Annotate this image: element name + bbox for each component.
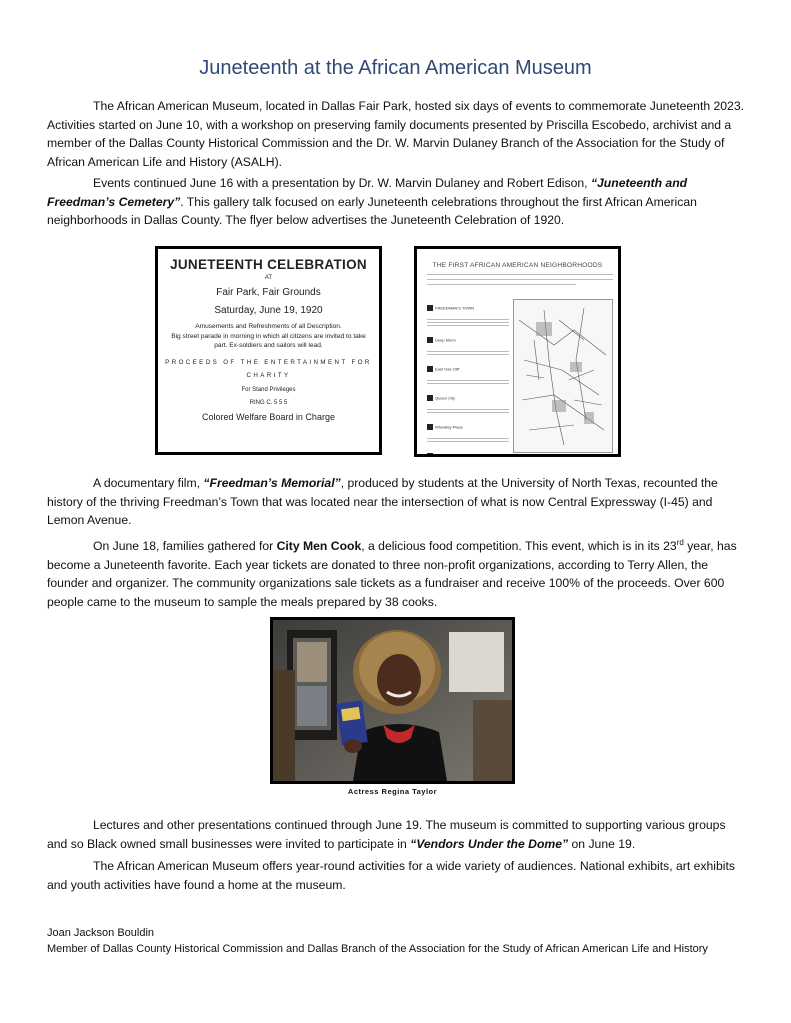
- flyer-proceeds: PROCEEDS OF THE ENTERTAINMENT FOR: [165, 358, 372, 366]
- neighborhoods-map-card: [414, 246, 621, 457]
- neighborhood-name: Wheatley Place: [435, 424, 463, 430]
- page-title: Juneteenth at the African American Museum: [199, 57, 592, 79]
- paragraph-intro-text: The African American Museum, located in Dallas Fair Park, hosted six days of events to commemorate Juneteenth 2023. Activities started on June 10, with a workshop on preserving family documents presented by Priscilla Escobedo, archivist and a member of the Dallas County Historical Commission and the Dr. W. Marvin Dulaney Branch of the Association for the Study of African American Life and History (ASALH).: [47, 99, 744, 169]
- paragraph-year-round: [47, 857, 745, 894]
- para4-before: On June 18, families gathered for: [93, 539, 277, 554]
- neighborhood-name: Queen City: [435, 395, 456, 401]
- talk-title: “Juneteenth and Freedman’s Cemetery”: [47, 176, 688, 209]
- para3-after: , produced by students at the University of North Texas, recounted the history of the thriving Freedman’s Town that was located near the intersection of what is now Central Expressway (I-45) and Lemon Avenue.: [47, 476, 718, 527]
- flyer-board: Colored Welfare Board in Charge: [202, 411, 335, 422]
- para5-after: on June 19.: [568, 836, 636, 851]
- flyer-ring: RING C. 5 5 5: [249, 399, 288, 406]
- para2-after: . This gallery talk focused on early Juneteenth celebrations throughout the first African American neighborhoods in Dallas County. The flyer below advertises the Juneteenth Celebration of 1920.: [47, 194, 697, 227]
- ordinal-suffix: rd: [676, 538, 684, 547]
- neighborhood-name: Deep Ellum: [435, 337, 456, 343]
- film-title: “Freedman’s Memorial”: [203, 476, 341, 490]
- list-item: [427, 299, 509, 326]
- neighborhood-name: Hall: [435, 453, 442, 457]
- flyer-line-1: Amusements and Refreshments of all Description.: [195, 323, 342, 330]
- flyer-line-2: Big street parade in morning in which all citizens are invited to take part. Ex-soldiers and sailors will lead.: [171, 332, 366, 349]
- map-card-title: THE FIRST AFRICAN AMERICAN NEIGHBORHOODS: [432, 262, 603, 269]
- list-item: [427, 418, 509, 442]
- vendors-event-title: “Vendors Under the Dome”: [410, 836, 569, 851]
- neighborhood-name: East Oak Cliff: [435, 366, 460, 372]
- flyer-stand: For Stand Privileges: [241, 386, 296, 393]
- para5-before: Lectures and other presentations continued through June 19. The museum is committed to supporting various groups and so Black owned small businesses were invited to participate in: [47, 818, 726, 851]
- number-badge: [427, 453, 433, 457]
- para6-text: The African American Museum offers year-round activities for a wide variety of audiences. National exhibits, art exhibits and youth activities have found a home at the museum.: [47, 859, 735, 892]
- neighborhood-name: FREEDMAN'S TOWN: [435, 305, 475, 311]
- neighborhood-map-image: [513, 299, 613, 453]
- list-item: [427, 447, 509, 457]
- paragraph-vendors: [47, 816, 745, 853]
- list-item: [427, 389, 509, 413]
- para3-before: A documentary film,: [93, 476, 204, 490]
- flyer-charity: CHARITY: [246, 371, 291, 379]
- number-badge: [427, 337, 433, 343]
- actress-photo: [270, 617, 515, 784]
- photo-illustration: [273, 620, 512, 781]
- paragraph-city-men-cook: [47, 534, 745, 611]
- number-badge: [427, 395, 433, 401]
- para4-mid: , a delicious food competition. This event, which is in its 23: [361, 539, 677, 554]
- flyer-location: Fair Park, Fair Grounds: [216, 287, 321, 298]
- list-item: [427, 331, 509, 355]
- author-name: Joan Jackson Bouldin: [47, 927, 155, 939]
- flyer-at: AT: [264, 275, 273, 281]
- flyer-heading: JUNETEENTH CELEBRATION: [170, 257, 367, 272]
- flyer-1920: [155, 246, 382, 455]
- number-badge: [427, 305, 433, 311]
- map-card-list: [427, 299, 509, 457]
- paragraph-documentary: [47, 474, 745, 530]
- para2-before: Events continued June 16 with a presentation by Dr. W. Marvin Dulaney and Robert Edison,: [93, 176, 591, 190]
- paragraph-gallery-talk: [47, 174, 745, 230]
- event-name: City Men Cook: [276, 539, 362, 554]
- map-card-intro-lines: [427, 274, 613, 289]
- flyer-description: [168, 322, 369, 351]
- photo-caption: Actress Regina Taylor: [347, 787, 438, 796]
- list-item: [427, 360, 509, 384]
- paragraph-intro: [47, 97, 745, 171]
- author-affiliation: Member of Dallas County Historical Commission and Dallas Branch of the Association for the Study of African American Life and History: [47, 943, 708, 955]
- flyer-date: Saturday, June 19, 1920: [214, 305, 323, 316]
- number-badge: [427, 424, 433, 430]
- para4-after: year, has become a Juneteenth favorite. Each year tickets are donated to three non-profit organizations, according to Terry Allen, the founder and organizer. The community organizations sale tickets as a fundraiser and receive 100% of the proceeds. Over 600 people came to the museum to sample the meals prepared by 38 cooks.: [47, 539, 737, 609]
- number-badge: [427, 366, 433, 372]
